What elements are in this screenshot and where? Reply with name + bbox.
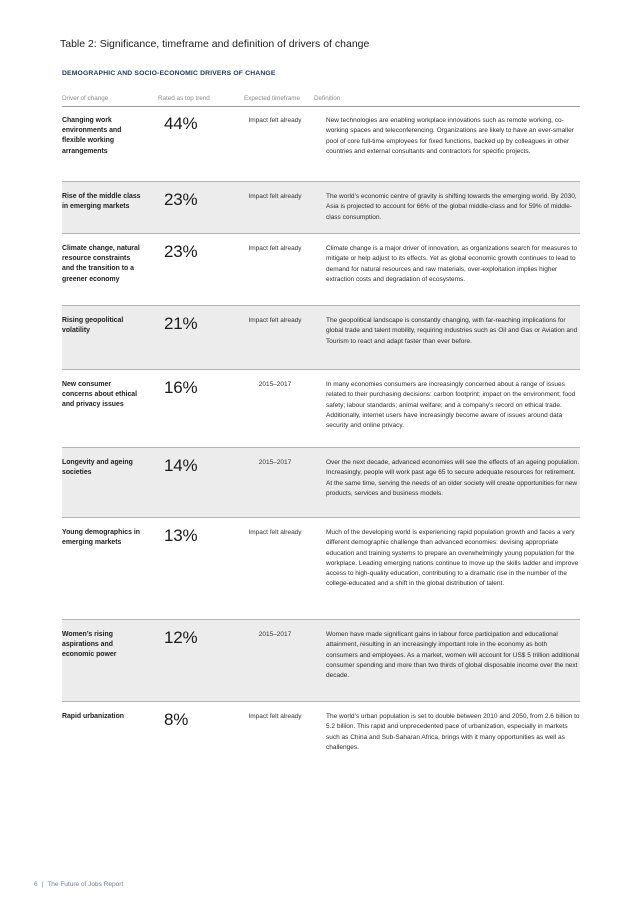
section-heading: DEMOGRAPHIC AND SOCIO-ECONOMIC DRIVERS OF CHANGE [62,70,276,77]
table-row [62,620,580,702]
table-row [62,702,580,770]
driver-cell: Changing work environments and flexible working arrangements [62,117,122,155]
timeframe-cell: Impact felt already [248,193,302,200]
rated-cell: 44% [164,114,198,133]
timeframe-cell: Impact felt already [248,245,302,252]
driver-cell: Rise of the middle class in emerging markets [62,193,141,211]
table-row [62,234,580,306]
page-footer [34,881,123,888]
definition-cell: The geopolitical landscape is constantly changing, with far-reaching implications for global trade and talent mobility, requiring industries such as Oil and Gas or Aviation and Tourism to react and adapt faster than ever before. [326,317,578,345]
timeframe-cell: 2015–2017 [258,459,292,466]
rated-cell: 12% [164,628,198,647]
driver-cell: Rapid urbanization [62,713,125,720]
definition-cell: Much of the developing world is experiencing rapid population growth and faces a very different demographic challenge than advanced economies: devising appropriate education and training systems to prepare an overwhelmingly young population for the workplace. Leading emerging nations continue to move up the skills ladder and improve access to high-quality education, contributing to a dramatic rise in the number of the college-educated and a shift in the global distribution of talent. [326,529,579,588]
definition-cell: The world’s economic centre of gravity is shifting towards the emerging world. By 2030, Asia is projected to account for 66% of the global middle-class and for 59% of middle-class consumption. [326,193,577,221]
rated-cell: 16% [164,378,198,397]
timeframe-cell: Impact felt already [248,713,302,720]
timeframe-cell: 2015–2017 [258,631,292,638]
definition-cell: In many economies consumers are increasingly concerned about a range of issues related to their purchasing decisions: carbon footprint; impact on the environment; food safety; labour standards; animal welfare; and a company’s record on ethical trade. Additionally, internet users have increasingly become aware of issues around data security and online privacy. [326,381,576,430]
timeframe-cell: Impact felt already [248,117,302,124]
table-title: Table 2: Significance, timeframe and definition of drivers of change [60,38,370,50]
table-header [62,92,580,107]
report-name: The Future of Jobs Report [47,881,124,888]
table-row [62,518,580,620]
rated-cell: 21% [164,314,198,333]
column-header-timeframe: Expected timeframe [244,95,300,102]
driver-cell: New consumer concerns about ethical and privacy issues [62,381,138,409]
rated-cell: 13% [164,526,198,545]
driver-cell: Rising geopolitical volatility [62,317,124,335]
definition-cell: The world’s urban population is set to double between 2010 and 2050, from 2.6 billion to 5.2 billion. This rapid and unprecedented pace of urbanization, especially in markets such as China and Sub-Saharan Africa, brings with it many opportunities as well as challenges. [326,713,580,751]
rated-cell: 14% [164,456,198,475]
definition-cell: Climate change is a major driver of innovation, as organizations search for measures to mitigate or help adjust to its effects. Yet as global economic growth continues to lead to demand for natural resources and raw materials, over-exploitation implies higher extraction costs and degradation of ecosystems. [326,245,578,283]
table-row [62,106,580,182]
column-header-definition: Definition [314,95,341,102]
driver-cell: Women’s rising aspirations and economic power [62,631,117,659]
driver-cell: Young demographics in emerging markets [62,529,140,547]
table-row [62,182,580,234]
timeframe-cell: Impact felt already [248,317,302,324]
rated-cell: 23% [164,190,198,209]
definition-cell: Over the next decade, advanced economies will see the effects of an ageing population. Increasingly, people will work past age 65 to secure adequate resources for retirement. At the same time, serving the needs of an older society will create opportunities for new products, services and business models. [326,459,580,497]
table-row [62,448,580,518]
driver-cell: Climate change, natural resource constraints and the transition to a greener economy [62,245,140,283]
page-number: 6 [34,881,38,888]
table-body [62,106,580,770]
footer-separator: | [41,881,44,888]
definition-cell: New technologies are enabling workplace innovations such as remote working, co-working spaces and teleconferencing. Organizations are likely to have an ever-smaller pool of core full-time employees for fixed functions, backed up by colleagues in other countries and external consultants and contractors for specific projects. [326,117,574,155]
column-header-driver: Driver of change [62,95,109,102]
table-row [62,370,580,448]
table-row [62,306,580,370]
driver-cell: Longevity and ageing societies [62,459,133,477]
definition-cell: Women have made significant gains in labour force participation and educational attainment, resulting in an increasingly important role in the economy as both consumers and employees. As a market, women will account for US$ 5 trillion additional consumer spending and more than two thirds of global disposable income over the next decade. [326,631,580,680]
timeframe-cell: Impact felt already [248,529,302,536]
rated-cell: 8% [164,710,189,729]
timeframe-cell: 2015–2017 [258,381,292,388]
rated-cell: 23% [164,242,198,261]
column-header-rated: Rated as top trend [158,95,210,102]
